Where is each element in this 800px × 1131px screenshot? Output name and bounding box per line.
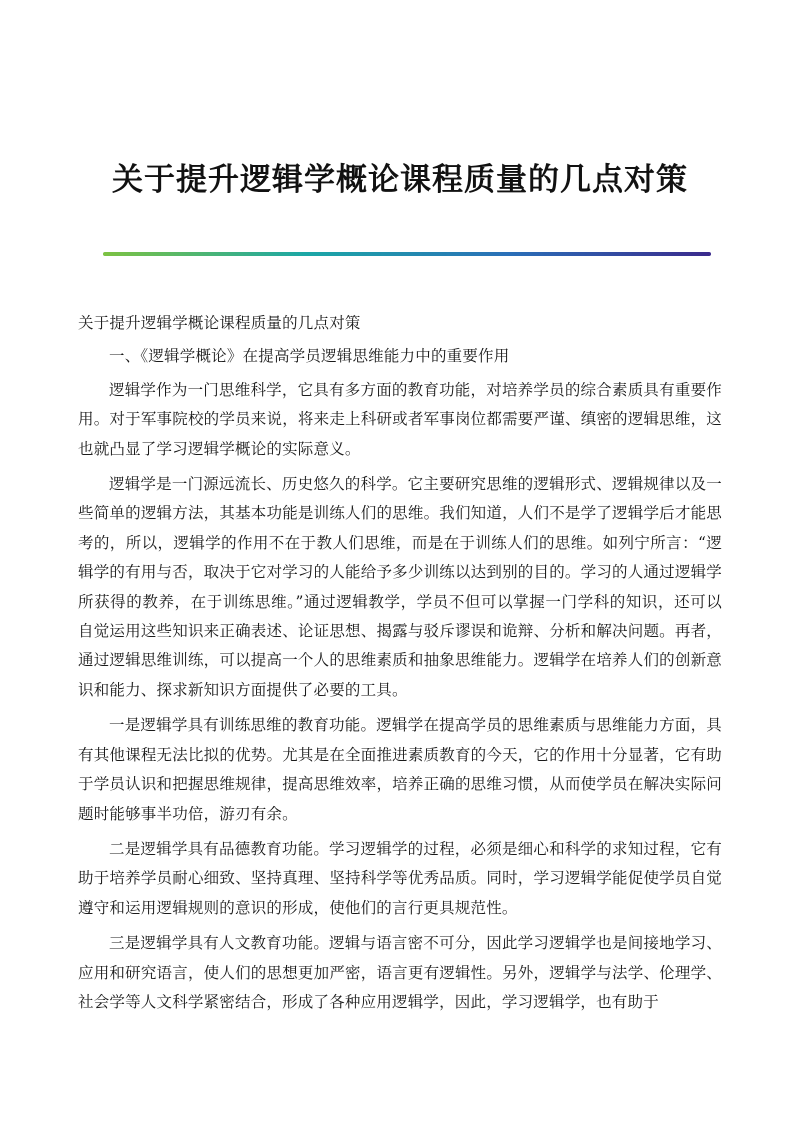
- paragraph: 二是逻辑学具有品德教育功能。学习逻辑学的过程，必须是细心和科学的求知过程，它有助于培养学员耐心细致、坚持真理、坚持科学等优秀品质。同时，学习逻辑学能促使学员自觉遵守和运用逻辑规则的意识的形成，使他们的言行更具规范性。: [78, 839, 722, 917]
- paragraph: 三是逻辑学具有人文教育功能。逻辑与语言密不可分，因此学习逻辑学也是间接地学习、应用和研究语言，使人们的思想更加严密，语言更有逻辑性。另外，逻辑学与法学、伦理学、社会学等人文科学紧密结合，形成了各种应用逻辑学，因此，学习逻辑学，也有助于: [78, 934, 722, 1011]
- document-body: [78, 309, 722, 1023]
- title-gradient-rule: [103, 252, 711, 256]
- paragraph: 逻辑学是一门源远流长、历史悠久的科学。它主要研究思维的逻辑形式、逻辑规律以及一些简单的逻辑方法，其基本功能是训练人们的思维。我们知道，人们不是学了逻辑学后才能思考的，所以，逻辑学的作用不在于教人们思维，而是在于训练人们的思维。如列宁所言：“逻辑学的有用与否，取决于它对学习的人能给予多少训练以达到别的目的。学习的人通过逻辑学所获得的教养，在于训练思维。”通过逻辑教学，学员不但可以掌握一门学科的知识，还可以自觉运用这些知识来正确表述、论证思想、揭露与驳斥谬误和诡辩、分析和解决问题。再者，通过逻辑思维训练，可以提高一个人的思维素质和抽象思维能力。逻辑学在培养人们的创新意识和能力、探求新知识方面提供了必要的工具。: [78, 475, 722, 699]
- section-heading: 一、《逻辑学概论》在提高学员逻辑思维能力中的重要作用: [109, 347, 510, 366]
- lead-line: 关于提升逻辑学概论课程质量的几点对策: [78, 314, 361, 332]
- page-title: 关于提升逻辑学概论课程质量的几点对策: [112, 162, 688, 198]
- paragraph: 一是逻辑学具有训练思维的教育功能。逻辑学在提高学员的思维素质与思维能力方面，具有其他课程无法比拟的优势。尤其是在全面推进素质教育的今天，它的作用十分显著，它有助于学员认识和把握思维规律，提高思维效率，培养正确的思维习惯，从而使学员在解决实际问题时能够事半功倍，游刃有余。: [78, 716, 722, 823]
- paragraph: 逻辑学作为一门思维科学，它具有多方面的教育功能，对培养学员的综合素质具有重要作用。对于军事院校的学员来说，将来走上科研或者军事岗位都需要严谨、缜密的逻辑思维，这也就凸显了学习逻辑学概论的实际意义。: [78, 380, 722, 458]
